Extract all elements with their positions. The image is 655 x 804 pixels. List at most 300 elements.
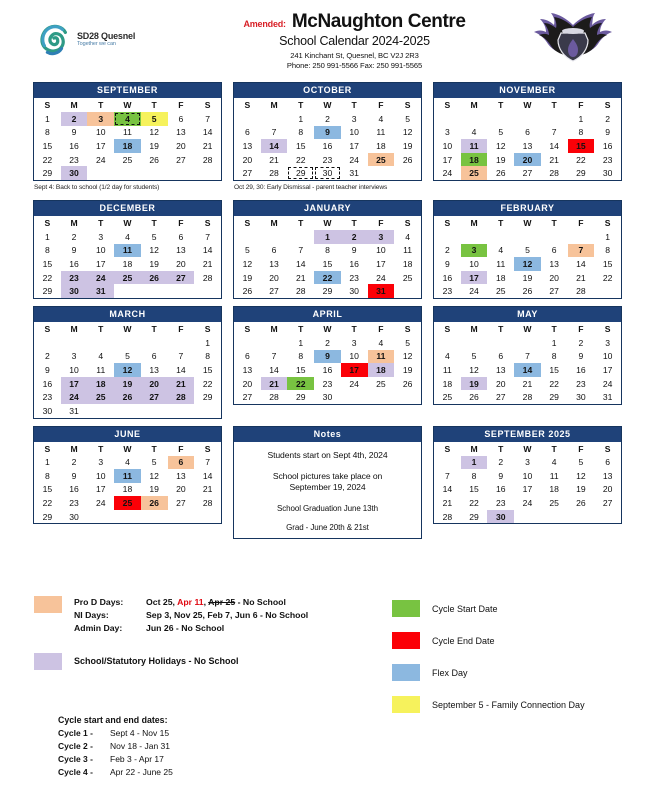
day-cell: 13 xyxy=(602,470,613,481)
family-day-label: September 5 - Family Connection Day xyxy=(432,699,585,710)
weekday-header: M xyxy=(70,443,78,454)
day-cell: 1 xyxy=(205,337,210,348)
day-cell: 2 xyxy=(498,457,504,468)
weekday-header: S xyxy=(244,323,251,334)
day-cell: 3 xyxy=(351,337,357,348)
day-cell: 28 xyxy=(269,392,279,403)
day-cell-empty xyxy=(87,404,114,418)
legend-row-prod xyxy=(74,596,394,609)
day-cell: 15 xyxy=(295,140,306,151)
day-cell: 27 xyxy=(242,168,253,179)
weekday-header-row xyxy=(234,322,421,336)
day-cell: 19 xyxy=(149,140,159,151)
day-cell: 7 xyxy=(271,127,277,138)
day-cell: 3 xyxy=(87,112,114,126)
day-cell: 16 xyxy=(69,484,79,495)
weekday-header: M xyxy=(70,323,78,334)
day-cell: 21 xyxy=(269,154,279,165)
week-row xyxy=(34,377,221,391)
day-cell: 29 xyxy=(576,168,586,179)
day-cell: 21 xyxy=(522,378,533,389)
day-cell: 19 xyxy=(114,377,141,391)
month-table xyxy=(34,98,221,180)
day-cell: 21 xyxy=(168,377,195,391)
day-cell: 21 xyxy=(442,498,453,509)
day-cell: 26 xyxy=(402,154,413,165)
day-cell: 28 xyxy=(549,168,559,179)
legend-prod-group xyxy=(34,596,394,636)
day-cell: 7 xyxy=(205,457,210,468)
day-cell-empty xyxy=(541,230,568,244)
day-cell: 29 xyxy=(549,392,559,403)
day-cell-empty xyxy=(168,284,195,298)
day-cell: 12 xyxy=(514,257,541,271)
day-cell: 3 xyxy=(605,337,610,348)
month-row-2 xyxy=(33,200,623,299)
day-cell: 10 xyxy=(376,245,386,256)
week-row xyxy=(34,404,221,418)
day-cell-empty xyxy=(287,230,314,244)
month-table xyxy=(34,442,221,524)
day-cell-empty xyxy=(461,230,488,244)
spacer xyxy=(238,460,417,471)
day-cell-empty xyxy=(394,166,421,180)
day-cell: 15 xyxy=(42,484,53,495)
day-cell: 27 xyxy=(495,392,506,403)
day-cell: 11 xyxy=(403,245,413,256)
admin-value: Jun 26 - No School xyxy=(146,623,225,634)
cycle-row xyxy=(58,753,173,766)
day-cell: 8 xyxy=(205,351,210,362)
week-row xyxy=(434,469,621,483)
week-row xyxy=(234,377,421,391)
day-cell: 29 xyxy=(42,168,53,179)
weekday-header-row xyxy=(234,98,421,112)
day-cell: 11 xyxy=(461,139,488,153)
day-cell: 18 xyxy=(114,139,141,153)
cycle-dates: Sept 4 - Nov 15 xyxy=(110,728,170,738)
day-cell: 2 xyxy=(325,113,330,124)
day-cell-empty xyxy=(194,166,221,180)
day-cell-empty xyxy=(141,284,168,298)
day-cell: 6 xyxy=(178,113,184,124)
week-row xyxy=(434,112,621,126)
day-cell-empty xyxy=(461,336,488,350)
month-note xyxy=(433,181,622,193)
week-row xyxy=(434,390,621,404)
day-cell: 12 xyxy=(149,127,159,138)
week-row xyxy=(34,336,221,350)
day-cell: 14 xyxy=(295,258,306,269)
notes-panel xyxy=(233,426,422,539)
day-cell: 10 xyxy=(442,140,453,151)
weekday-header: T xyxy=(98,323,104,334)
weekday-header: F xyxy=(578,323,584,334)
day-cell: 1 xyxy=(298,113,304,124)
day-cell: 27 xyxy=(602,498,613,509)
cycle-dates-title: Cycle start and end dates: xyxy=(58,715,168,725)
weekday-header: S xyxy=(204,217,211,228)
day-cell-empty xyxy=(194,404,221,418)
month-card xyxy=(433,200,622,299)
day-cell: 9 xyxy=(71,127,77,138)
day-cell: 30 xyxy=(576,392,586,403)
week-row xyxy=(434,363,621,377)
cycle-name: Cycle 3 - xyxy=(58,753,93,764)
day-cell: 13 xyxy=(242,364,253,375)
day-cell: 28 xyxy=(269,168,279,179)
month-table xyxy=(234,322,421,404)
day-cell: 8 xyxy=(551,351,557,362)
day-cell: 22 xyxy=(202,378,213,389)
day-cell: 16 xyxy=(602,140,613,151)
weekday-header: M xyxy=(270,323,278,334)
day-cell: 15 xyxy=(322,258,333,269)
weekday-header: M xyxy=(270,217,278,228)
day-cell: 19 xyxy=(402,140,413,151)
week-row xyxy=(34,390,221,404)
day-cell: 30 xyxy=(349,286,359,297)
day-cell-empty xyxy=(568,510,595,524)
week-row xyxy=(234,271,421,285)
day-cell: 9 xyxy=(498,470,504,481)
legend-row-ni xyxy=(74,609,394,622)
day-cell-empty xyxy=(514,230,541,244)
day-cell: 4 xyxy=(125,457,130,468)
day-cell: 20 xyxy=(242,154,253,165)
page-title: McNaughton Centre xyxy=(291,10,466,32)
day-cell: 16 xyxy=(69,140,79,151)
swatch-orange-icon xyxy=(34,596,62,613)
day-cell: 1 xyxy=(44,113,50,124)
week-row xyxy=(234,336,421,350)
day-cell: 29 xyxy=(42,286,53,297)
day-cell: 15 xyxy=(469,484,479,495)
weekday-header: T xyxy=(98,443,104,454)
grid-cell xyxy=(33,82,222,193)
day-cell: 26 xyxy=(522,286,533,297)
day-cell: 6 xyxy=(244,127,250,138)
weekday-header: S xyxy=(444,443,451,454)
weekday-header: T xyxy=(298,323,304,334)
day-cell: 29 xyxy=(469,511,479,522)
week-row xyxy=(234,230,421,244)
day-cell: 22 xyxy=(314,271,341,285)
day-cell: 8 xyxy=(44,470,50,481)
weekday-header: T xyxy=(351,100,357,110)
weekday-header: S xyxy=(444,323,451,334)
day-cell: 1 xyxy=(461,456,488,470)
week-row xyxy=(34,496,221,510)
day-cell-empty xyxy=(594,284,621,298)
day-cell: 17 xyxy=(341,363,368,377)
prod-apr11: Apr 11 xyxy=(177,597,204,607)
day-cell: 15 xyxy=(42,140,53,151)
day-cell: 28 xyxy=(442,511,453,522)
weekday-header: W xyxy=(123,217,132,228)
day-cell: 14 xyxy=(576,258,586,269)
weekday-header: M xyxy=(70,217,78,228)
day-cell: 27 xyxy=(168,271,195,285)
month-table xyxy=(434,442,621,524)
weekday-header: T xyxy=(551,100,557,110)
day-cell: 25 xyxy=(495,286,506,297)
weekday-header: W xyxy=(523,217,532,228)
day-cell-empty xyxy=(341,390,368,404)
month-table xyxy=(434,216,621,298)
district-name: SD28 Quesnel xyxy=(77,31,136,42)
day-cell: 8 xyxy=(605,245,610,256)
day-cell: 12 xyxy=(576,470,586,481)
swatch-green-icon xyxy=(392,600,420,617)
day-cell: 16 xyxy=(576,364,586,375)
day-cell: 17 xyxy=(61,377,88,391)
day-cell-empty xyxy=(434,112,461,126)
day-cell: 2 xyxy=(44,351,50,362)
day-cell: 8 xyxy=(298,351,304,362)
notes-title: Notes xyxy=(234,427,421,442)
cycle-dates-block xyxy=(58,715,173,779)
day-cell: 12 xyxy=(402,127,413,138)
weekday-header-row xyxy=(434,216,621,230)
week-row xyxy=(34,257,221,271)
day-cell: 16 xyxy=(495,484,506,495)
day-cell: 16 xyxy=(442,272,453,283)
month-table xyxy=(434,322,621,404)
week-row xyxy=(234,166,421,180)
month-card xyxy=(433,426,622,525)
day-cell-empty xyxy=(487,112,514,126)
month-title: JUNE xyxy=(34,427,221,442)
day-cell: 25 xyxy=(402,272,413,283)
weekday-header: T xyxy=(551,323,557,334)
weekday-header: S xyxy=(404,217,411,228)
day-cell: 27 xyxy=(549,286,559,297)
weekday-header: M xyxy=(70,100,78,110)
day-cell: 7 xyxy=(205,231,210,242)
day-cell: 28 xyxy=(168,390,195,404)
month-table xyxy=(434,98,621,180)
month-title: JANUARY xyxy=(234,201,421,216)
day-cell: 30 xyxy=(69,511,79,522)
day-cell: 21 xyxy=(549,154,559,165)
day-cell: 13 xyxy=(176,127,186,138)
grid-cell xyxy=(433,200,622,299)
day-cell: 17 xyxy=(95,484,106,495)
day-cell: 24 xyxy=(522,498,533,509)
day-cell: 24 xyxy=(602,378,613,389)
day-cell: 23 xyxy=(61,271,88,285)
day-cell-empty xyxy=(514,112,541,126)
day-cell: 16 xyxy=(322,140,333,151)
day-cell: 29 xyxy=(295,392,306,403)
day-cell: 3 xyxy=(98,457,104,468)
day-cell: 7 xyxy=(525,351,530,362)
day-cell: 6 xyxy=(244,351,250,362)
day-cell: 21 xyxy=(576,272,586,283)
month-card xyxy=(233,200,422,299)
day-cell: 21 xyxy=(202,258,213,269)
day-cell: 10 xyxy=(349,351,359,362)
day-cell: 18 xyxy=(442,378,453,389)
day-cell: 3 xyxy=(525,457,530,468)
prod-label: Pro D Days: xyxy=(74,597,124,607)
day-cell: 11 xyxy=(114,244,141,258)
day-cell: 5 xyxy=(498,127,504,138)
day-cell: 29 xyxy=(42,511,53,522)
weekday-header: W xyxy=(523,323,532,334)
weekday-header: T xyxy=(498,443,504,454)
day-cell: 9 xyxy=(71,470,77,481)
weekday-header: W xyxy=(123,100,132,110)
day-cell: 18 xyxy=(87,377,114,391)
weekday-header: S xyxy=(444,217,451,228)
day-cell: 23 xyxy=(442,286,453,297)
day-cell: 9 xyxy=(71,245,77,256)
month-card xyxy=(33,200,222,299)
notes-line-2: School pictures take place on xyxy=(272,471,383,482)
week-row xyxy=(434,153,621,167)
week-row xyxy=(234,139,421,153)
week-row xyxy=(434,496,621,510)
weekday-header: S xyxy=(244,100,251,110)
week-row xyxy=(434,336,621,350)
day-cell-empty xyxy=(114,404,141,418)
day-cell: 26 xyxy=(141,271,168,285)
legend-family-day xyxy=(392,696,647,713)
day-cell: 4 xyxy=(405,231,410,242)
weekday-header: T xyxy=(98,100,104,110)
month-title: MAY xyxy=(434,307,621,322)
weekday-header: S xyxy=(604,100,611,110)
day-cell: 25 xyxy=(461,166,488,180)
day-cell-empty xyxy=(514,510,541,524)
day-cell: 4 xyxy=(551,457,557,468)
week-row xyxy=(34,244,221,258)
day-cell: 13 xyxy=(522,140,533,151)
day-cell: 13 xyxy=(269,258,279,269)
weekday-header: F xyxy=(378,217,384,228)
notes-line-1: Students start on Sept 4th, 2024 xyxy=(267,449,388,460)
week-row xyxy=(34,166,221,180)
day-cell: 10 xyxy=(69,364,79,375)
weekday-header: M xyxy=(470,443,478,454)
weekday-header: S xyxy=(604,217,611,228)
day-cell: 30 xyxy=(61,284,88,298)
weekday-header: T xyxy=(351,323,357,334)
day-cell: 24 xyxy=(376,272,386,283)
day-cell: 17 xyxy=(442,154,453,165)
day-cell-empty xyxy=(114,166,141,180)
month-row-1 xyxy=(33,82,623,193)
day-cell: 25 xyxy=(114,271,141,285)
day-cell: 12 xyxy=(469,364,479,375)
day-cell: 15 xyxy=(295,364,306,375)
cycle-name: Cycle 2 - xyxy=(58,740,93,751)
cycle-name: Cycle 4 - xyxy=(58,766,93,777)
day-cell: 7 xyxy=(178,351,184,362)
day-cell: 22 xyxy=(42,498,53,509)
day-cell-empty xyxy=(594,510,621,524)
weekday-header: F xyxy=(178,323,184,334)
day-cell: 23 xyxy=(42,392,53,403)
day-cell: 1 xyxy=(605,231,610,242)
weekday-header: S xyxy=(404,100,411,110)
day-cell: 20 xyxy=(495,378,506,389)
day-cell: 25 xyxy=(87,390,114,404)
day-cell: 22 xyxy=(549,378,559,389)
day-cell: 19 xyxy=(242,272,253,283)
day-cell: 1 xyxy=(551,337,557,348)
day-cell: 24 xyxy=(469,286,479,297)
week-row xyxy=(434,166,621,180)
legend-row-admin xyxy=(74,622,394,635)
day-cell: 10 xyxy=(469,258,479,269)
weekday-header: M xyxy=(470,217,478,228)
weekday-header: M xyxy=(470,100,478,110)
day-cell: 30 xyxy=(314,166,341,180)
day-cell-empty xyxy=(141,336,168,350)
day-cell: 28 xyxy=(202,154,213,165)
week-row xyxy=(434,377,621,391)
cycle-row xyxy=(58,766,173,779)
day-cell: 5 xyxy=(405,337,410,348)
day-cell-empty xyxy=(394,390,421,404)
calendar-grid xyxy=(33,82,623,546)
week-row xyxy=(434,230,621,244)
swatch-purple-icon xyxy=(34,653,62,670)
week-row xyxy=(234,244,421,258)
day-cell: 11 xyxy=(123,127,132,138)
day-cell: 26 xyxy=(114,390,141,404)
day-cell: 26 xyxy=(402,378,413,389)
month-note: Sept 4: Back to school (1/2 day for students) xyxy=(34,183,160,191)
notes-line-5: Grad - June 20th & 21st xyxy=(286,522,369,532)
notes-body xyxy=(234,442,421,538)
weekday-header: W xyxy=(123,443,132,454)
day-cell: 12 xyxy=(402,351,413,362)
day-cell-empty xyxy=(87,510,114,524)
day-cell: 3 xyxy=(461,244,488,258)
week-row xyxy=(434,257,621,271)
swatch-yellow-icon xyxy=(392,696,420,713)
day-cell: 20 xyxy=(549,272,559,283)
day-cell: 21 xyxy=(202,140,213,151)
day-cell-empty xyxy=(541,112,568,126)
day-cell: 27 xyxy=(269,286,279,297)
weekday-header: S xyxy=(604,443,611,454)
day-cell-empty xyxy=(261,230,288,244)
cycle-row xyxy=(58,727,173,740)
week-row xyxy=(34,469,221,483)
day-cell: 16 xyxy=(42,378,53,389)
week-row xyxy=(34,112,221,126)
day-cell: 18 xyxy=(549,484,559,495)
legend-holidays-group xyxy=(34,653,394,670)
day-cell: 2 xyxy=(578,337,584,348)
day-cell: 4 xyxy=(378,337,384,348)
school-phone: Phone: 250 991-5566 Fax: 250 991-5565 xyxy=(286,60,423,70)
notes-line-4: School Graduation June 13th xyxy=(277,503,378,513)
day-cell: 4 xyxy=(125,231,130,242)
weekday-header: S xyxy=(204,323,211,334)
day-cell: 13 xyxy=(549,258,559,269)
calendar-subtitle: School Calendar 2024-2025 xyxy=(279,33,430,48)
school-crest-logo xyxy=(519,11,627,69)
day-cell: 4 xyxy=(378,113,384,124)
month-table xyxy=(234,216,421,298)
day-cell: 26 xyxy=(495,168,506,179)
